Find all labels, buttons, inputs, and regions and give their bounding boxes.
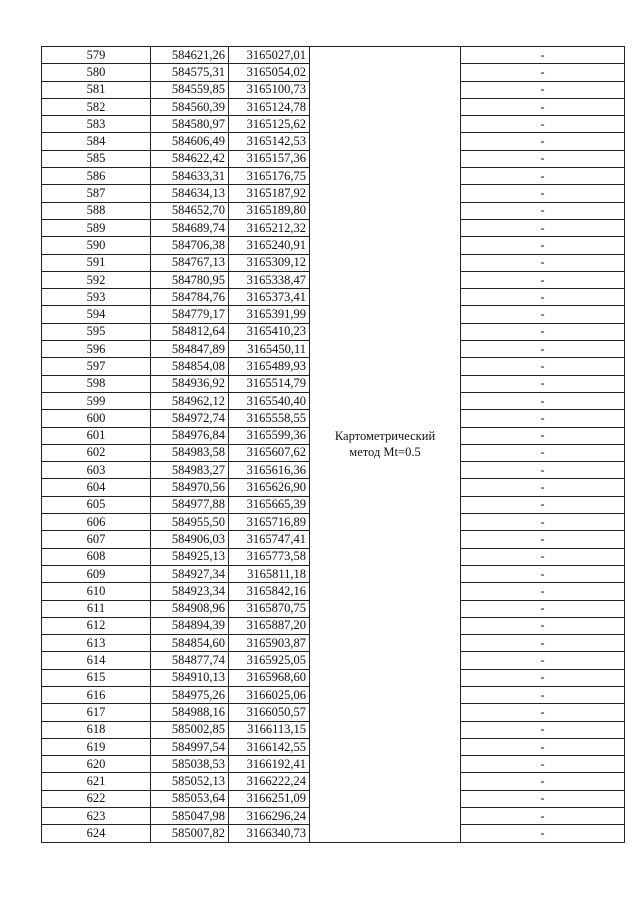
note-cell: - <box>461 825 625 842</box>
y-coordinate-cell: 3166296,24 <box>229 808 310 825</box>
y-coordinate-cell: 3166113,15 <box>229 721 310 738</box>
x-coordinate-cell: 584689,74 <box>151 219 229 236</box>
y-coordinate-cell: 3166142,55 <box>229 738 310 755</box>
point-number-cell: 598 <box>42 375 151 392</box>
point-number-cell: 590 <box>42 237 151 254</box>
y-coordinate-cell: 3166050,57 <box>229 704 310 721</box>
x-coordinate-cell: 584936,92 <box>151 375 229 392</box>
x-coordinate-cell: 585038,53 <box>151 756 229 773</box>
point-number-cell: 610 <box>42 583 151 600</box>
coordinates-table-body <box>42 47 625 843</box>
note-cell: - <box>461 289 625 306</box>
x-coordinate-cell: 584780,95 <box>151 271 229 288</box>
x-coordinate-cell: 585052,13 <box>151 773 229 790</box>
x-coordinate-cell: 584633,31 <box>151 168 229 185</box>
x-coordinate-cell: 584622,42 <box>151 150 229 167</box>
x-coordinate-cell: 584877,74 <box>151 652 229 669</box>
x-coordinate-cell: 584559,85 <box>151 81 229 98</box>
table-row <box>42 47 625 64</box>
y-coordinate-cell: 3165558,55 <box>229 410 310 427</box>
point-number-cell: 619 <box>42 738 151 755</box>
point-number-cell: 603 <box>42 462 151 479</box>
x-coordinate-cell: 584983,27 <box>151 462 229 479</box>
note-cell: - <box>461 116 625 133</box>
y-coordinate-cell: 3165811,18 <box>229 565 310 582</box>
x-coordinate-cell: 584975,26 <box>151 686 229 703</box>
point-number-cell: 596 <box>42 341 151 358</box>
note-cell: - <box>461 462 625 479</box>
x-coordinate-cell: 584560,39 <box>151 98 229 115</box>
x-coordinate-cell: 584779,17 <box>151 306 229 323</box>
note-cell: - <box>461 444 625 461</box>
note-cell: - <box>461 219 625 236</box>
y-coordinate-cell: 3166222,24 <box>229 773 310 790</box>
x-coordinate-cell: 584634,13 <box>151 185 229 202</box>
point-number-cell: 614 <box>42 652 151 669</box>
method-cell <box>310 47 461 843</box>
point-number-cell: 582 <box>42 98 151 115</box>
note-cell: - <box>461 514 625 531</box>
note-cell: - <box>461 652 625 669</box>
point-number-cell: 605 <box>42 496 151 513</box>
note-cell: - <box>461 756 625 773</box>
note-cell: - <box>461 47 625 64</box>
note-cell: - <box>461 341 625 358</box>
note-cell: - <box>461 548 625 565</box>
note-cell: - <box>461 271 625 288</box>
x-coordinate-cell: 584854,60 <box>151 635 229 652</box>
note-cell: - <box>461 392 625 409</box>
x-coordinate-cell: 584906,03 <box>151 531 229 548</box>
note-cell: - <box>461 150 625 167</box>
note-cell: - <box>461 531 625 548</box>
y-coordinate-cell: 3165125,62 <box>229 116 310 133</box>
point-number-cell: 613 <box>42 635 151 652</box>
y-coordinate-cell: 3165607,62 <box>229 444 310 461</box>
y-coordinate-cell: 3165870,75 <box>229 600 310 617</box>
point-number-cell: 585 <box>42 150 151 167</box>
note-cell: - <box>461 410 625 427</box>
point-number-cell: 580 <box>42 64 151 81</box>
y-coordinate-cell: 3165925,05 <box>229 652 310 669</box>
point-number-cell: 586 <box>42 168 151 185</box>
x-coordinate-cell: 584988,16 <box>151 704 229 721</box>
y-coordinate-cell: 3165665,39 <box>229 496 310 513</box>
y-coordinate-cell: 3165514,79 <box>229 375 310 392</box>
note-cell: - <box>461 98 625 115</box>
point-number-cell: 599 <box>42 392 151 409</box>
note-cell: - <box>461 427 625 444</box>
note-cell: - <box>461 237 625 254</box>
x-coordinate-cell: 584784,76 <box>151 289 229 306</box>
y-coordinate-cell: 3165338,47 <box>229 271 310 288</box>
note-cell: - <box>461 133 625 150</box>
x-coordinate-cell: 584977,88 <box>151 496 229 513</box>
y-coordinate-cell: 3165212,32 <box>229 219 310 236</box>
y-coordinate-cell: 3165903,87 <box>229 635 310 652</box>
note-cell: - <box>461 202 625 219</box>
point-number-cell: 622 <box>42 790 151 807</box>
x-coordinate-cell: 584652,70 <box>151 202 229 219</box>
y-coordinate-cell: 3166251,09 <box>229 790 310 807</box>
y-coordinate-cell: 3165450,11 <box>229 341 310 358</box>
y-coordinate-cell: 3165176,75 <box>229 168 310 185</box>
note-cell: - <box>461 496 625 513</box>
method-text: Картометрический <box>334 429 436 444</box>
x-coordinate-cell: 584575,31 <box>151 64 229 81</box>
y-coordinate-cell: 3165309,12 <box>229 254 310 271</box>
x-coordinate-cell: 584955,50 <box>151 514 229 531</box>
point-number-cell: 588 <box>42 202 151 219</box>
note-cell: - <box>461 721 625 738</box>
method-text: метод Mt=0.5 <box>349 445 421 460</box>
x-coordinate-cell: 585002,85 <box>151 721 229 738</box>
point-number-cell: 618 <box>42 721 151 738</box>
x-coordinate-cell: 584606,49 <box>151 133 229 150</box>
point-number-cell: 615 <box>42 669 151 686</box>
point-number-cell: 604 <box>42 479 151 496</box>
point-number-cell: 606 <box>42 514 151 531</box>
note-cell: - <box>461 738 625 755</box>
y-coordinate-cell: 3165027,01 <box>229 47 310 64</box>
y-coordinate-cell: 3165391,99 <box>229 306 310 323</box>
point-number-cell: 601 <box>42 427 151 444</box>
y-coordinate-cell: 3165187,92 <box>229 185 310 202</box>
y-coordinate-cell: 3165373,41 <box>229 289 310 306</box>
note-cell: - <box>461 808 625 825</box>
point-number-cell: 612 <box>42 617 151 634</box>
y-coordinate-cell: 3165616,36 <box>229 462 310 479</box>
y-coordinate-cell: 3165157,36 <box>229 150 310 167</box>
y-coordinate-cell: 3165968,60 <box>229 669 310 686</box>
x-coordinate-cell: 584908,96 <box>151 600 229 617</box>
note-cell: - <box>461 565 625 582</box>
point-number-cell: 623 <box>42 808 151 825</box>
point-number-cell: 579 <box>42 47 151 64</box>
y-coordinate-cell: 3165189,80 <box>229 202 310 219</box>
point-number-cell: 584 <box>42 133 151 150</box>
y-coordinate-cell: 3166192,41 <box>229 756 310 773</box>
y-coordinate-cell: 3165716,89 <box>229 514 310 531</box>
y-coordinate-cell: 3165240,91 <box>229 237 310 254</box>
note-cell: - <box>461 358 625 375</box>
x-coordinate-cell: 584972,74 <box>151 410 229 427</box>
x-coordinate-cell: 584580,97 <box>151 116 229 133</box>
y-coordinate-cell: 3165410,23 <box>229 323 310 340</box>
point-number-cell: 591 <box>42 254 151 271</box>
y-coordinate-cell: 3165773,58 <box>229 548 310 565</box>
x-coordinate-cell: 584997,54 <box>151 738 229 755</box>
point-number-cell: 595 <box>42 323 151 340</box>
x-coordinate-cell: 584927,34 <box>151 565 229 582</box>
note-cell: - <box>461 185 625 202</box>
x-coordinate-cell: 584983,58 <box>151 444 229 461</box>
x-coordinate-cell: 584910,13 <box>151 669 229 686</box>
point-number-cell: 617 <box>42 704 151 721</box>
note-cell: - <box>461 254 625 271</box>
note-cell: - <box>461 635 625 652</box>
x-coordinate-cell: 584812,64 <box>151 323 229 340</box>
y-coordinate-cell: 3165124,78 <box>229 98 310 115</box>
y-coordinate-cell: 3165626,90 <box>229 479 310 496</box>
note-cell: - <box>461 375 625 392</box>
note-cell: - <box>461 306 625 323</box>
note-cell: - <box>461 583 625 600</box>
y-coordinate-cell: 3165489,93 <box>229 358 310 375</box>
point-number-cell: 611 <box>42 600 151 617</box>
x-coordinate-cell: 584970,56 <box>151 479 229 496</box>
note-cell: - <box>461 617 625 634</box>
point-number-cell: 607 <box>42 531 151 548</box>
y-coordinate-cell: 3166340,73 <box>229 825 310 842</box>
y-coordinate-cell: 3165747,41 <box>229 531 310 548</box>
point-number-cell: 587 <box>42 185 151 202</box>
point-number-cell: 597 <box>42 358 151 375</box>
point-number-cell: 616 <box>42 686 151 703</box>
x-coordinate-cell: 584706,38 <box>151 237 229 254</box>
y-coordinate-cell: 3166025,06 <box>229 686 310 703</box>
point-number-cell: 592 <box>42 271 151 288</box>
x-coordinate-cell: 585007,82 <box>151 825 229 842</box>
point-number-cell: 602 <box>42 444 151 461</box>
x-coordinate-cell: 584976,84 <box>151 427 229 444</box>
note-cell: - <box>461 81 625 98</box>
x-coordinate-cell: 584621,26 <box>151 47 229 64</box>
note-cell: - <box>461 323 625 340</box>
y-coordinate-cell: 3165142,53 <box>229 133 310 150</box>
note-cell: - <box>461 669 625 686</box>
point-number-cell: 624 <box>42 825 151 842</box>
y-coordinate-cell: 3165540,40 <box>229 392 310 409</box>
point-number-cell: 620 <box>42 756 151 773</box>
point-number-cell: 608 <box>42 548 151 565</box>
x-coordinate-cell: 585047,98 <box>151 808 229 825</box>
y-coordinate-cell: 3165100,73 <box>229 81 310 98</box>
y-coordinate-cell: 3165054,02 <box>229 64 310 81</box>
point-number-cell: 593 <box>42 289 151 306</box>
point-number-cell: 581 <box>42 81 151 98</box>
note-cell: - <box>461 479 625 496</box>
note-cell: - <box>461 64 625 81</box>
note-cell: - <box>461 686 625 703</box>
note-cell: - <box>461 790 625 807</box>
x-coordinate-cell: 584767,13 <box>151 254 229 271</box>
point-number-cell: 589 <box>42 219 151 236</box>
x-coordinate-cell: 584854,08 <box>151 358 229 375</box>
x-coordinate-cell: 584925,13 <box>151 548 229 565</box>
note-cell: - <box>461 773 625 790</box>
point-number-cell: 594 <box>42 306 151 323</box>
coordinates-table <box>41 46 625 843</box>
point-number-cell: 621 <box>42 773 151 790</box>
point-number-cell: 583 <box>42 116 151 133</box>
x-coordinate-cell: 584923,34 <box>151 583 229 600</box>
y-coordinate-cell: 3165599,36 <box>229 427 310 444</box>
x-coordinate-cell: 584894,39 <box>151 617 229 634</box>
point-number-cell: 609 <box>42 565 151 582</box>
note-cell: - <box>461 600 625 617</box>
note-cell: - <box>461 168 625 185</box>
y-coordinate-cell: 3165842,16 <box>229 583 310 600</box>
note-cell: - <box>461 704 625 721</box>
y-coordinate-cell: 3165887,20 <box>229 617 310 634</box>
point-number-cell: 600 <box>42 410 151 427</box>
x-coordinate-cell: 585053,64 <box>151 790 229 807</box>
x-coordinate-cell: 584847,89 <box>151 341 229 358</box>
x-coordinate-cell: 584962,12 <box>151 392 229 409</box>
